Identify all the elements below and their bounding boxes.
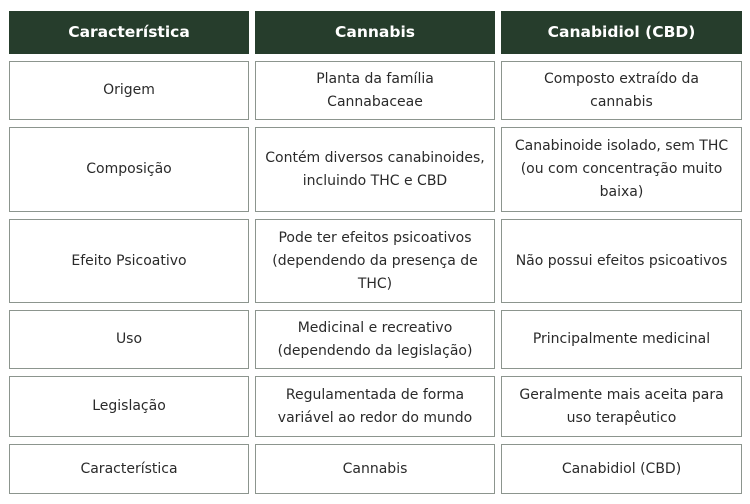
table-cell: Geralmente mais aceita para uso terapêutico [501,376,742,437]
table-cell: Planta da família Cannabaceae [255,61,495,120]
table-cell: Efeito Psicoativo [9,219,249,303]
table-cell: Canabinoide isolado, sem THC (ou com concentração muito baixa) [501,127,742,212]
table-cell: Característica [9,444,249,494]
header-caracteristica: Característica [9,11,249,54]
header-cannabis: Cannabis [255,11,495,54]
table-cell: Canabidiol (CBD) [501,444,742,494]
comparison-table [9,11,741,494]
table-cell: Composto extraído da cannabis [501,61,742,120]
table-cell: Regulamentada de forma variável ao redor do mundo [255,376,495,437]
table-cell: Principalmente medicinal [501,310,742,369]
table-cell: Não possui efeitos psicoativos [501,219,742,303]
table-cell: Pode ter efeitos psicoativos (dependendo da presença de THC) [255,219,495,303]
table-cell: Origem [9,61,249,120]
table-cell: Medicinal e recreativo (dependendo da legislação) [255,310,495,369]
table-cell: Composição [9,127,249,212]
header-cbd: Canabidiol (CBD) [501,11,742,54]
table-cell: Legislação [9,376,249,437]
table-cell: Cannabis [255,444,495,494]
table-cell: Uso [9,310,249,369]
table-cell: Contém diversos canabinoides, incluindo THC e CBD [255,127,495,212]
